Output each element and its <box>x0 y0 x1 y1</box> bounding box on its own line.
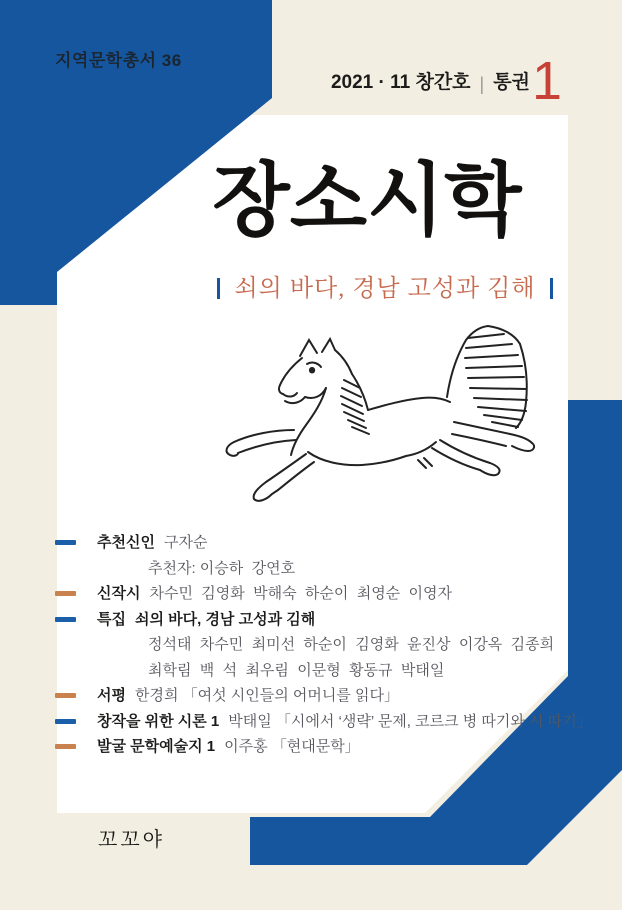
series-label: 지역문학총서 36 <box>55 51 182 70</box>
issue-label: 통권 <box>493 72 530 94</box>
toc-label: 신작시 <box>97 585 141 602</box>
toc-row-body <box>148 662 444 679</box>
toc-row <box>55 612 565 627</box>
orange-dash-icon <box>55 693 76 698</box>
contents-list <box>55 534 592 755</box>
toc-text: 쇠의 바다, 경남 고성과 김해 <box>134 610 316 628</box>
horse-illustration <box>222 322 540 514</box>
toc-row-body <box>97 611 315 628</box>
orange-dash-icon <box>55 591 76 596</box>
toc-row <box>55 586 565 601</box>
blue-dash-icon <box>55 540 76 545</box>
toc-row-body <box>97 738 360 755</box>
toc-row-body <box>97 713 592 730</box>
toc-text: 박태일 「시에서 ‘생략’ 문제, 코르크 병 따기와 시 따기」 <box>228 712 592 730</box>
publisher-logo: 꼬꼬야 <box>98 829 165 851</box>
toc-label: 서평 <box>97 687 126 704</box>
issue-divider: | <box>479 73 485 94</box>
toc-label: 발굴 문학예술지 1 <box>97 738 216 755</box>
toc-text: 한경희 「여섯 시인들의 어머니를 읽다」 <box>134 687 400 704</box>
toc-row-body <box>97 534 207 551</box>
orange-dash-icon <box>55 744 76 749</box>
magazine-title: 장소시학 <box>212 158 522 246</box>
toc-row-body <box>97 585 452 602</box>
toc-label: 특집 <box>97 610 126 628</box>
toc-label: 추천신인 <box>97 534 155 551</box>
toc-row <box>55 637 565 652</box>
toc-text: 최학림 백 석 최우림 이문형 황동규 박태일 <box>148 661 445 679</box>
toc-row <box>55 712 592 730</box>
subtitle-text: 쇠의 바다, 경남 고성과 김해 <box>234 276 536 302</box>
subtitle <box>165 268 605 303</box>
toc-row <box>55 561 565 576</box>
toc-text: 정석태 차수민 최미선 하순이 김영화 윤진상 이강옥 김종희 <box>148 636 555 653</box>
toc-row <box>55 739 565 754</box>
toc-label: 창작을 위한 시론 1 <box>97 712 220 730</box>
blue-dash-icon <box>55 617 76 622</box>
toc-row <box>55 688 565 703</box>
toc-text: 구자순 <box>163 534 208 551</box>
toc-row-body <box>148 560 295 577</box>
toc-text: 이주홍 「현대문학」 <box>224 738 360 755</box>
issue-number: 1 <box>531 51 562 111</box>
blue-dash-icon <box>55 719 76 724</box>
toc-text: 차수민 김영화 박해숙 하순이 최영순 이영자 <box>149 585 452 602</box>
toc-row-body <box>148 636 554 653</box>
issue-line <box>330 51 562 111</box>
toc-row <box>55 535 565 550</box>
toc-row <box>55 663 565 678</box>
toc-text: 추천자: 이승하 강연호 <box>148 559 296 577</box>
issue-date: 2021 · 11 창간호 <box>330 72 471 94</box>
subtitle-bar-right-icon <box>550 278 553 299</box>
toc-row-body <box>97 687 399 704</box>
